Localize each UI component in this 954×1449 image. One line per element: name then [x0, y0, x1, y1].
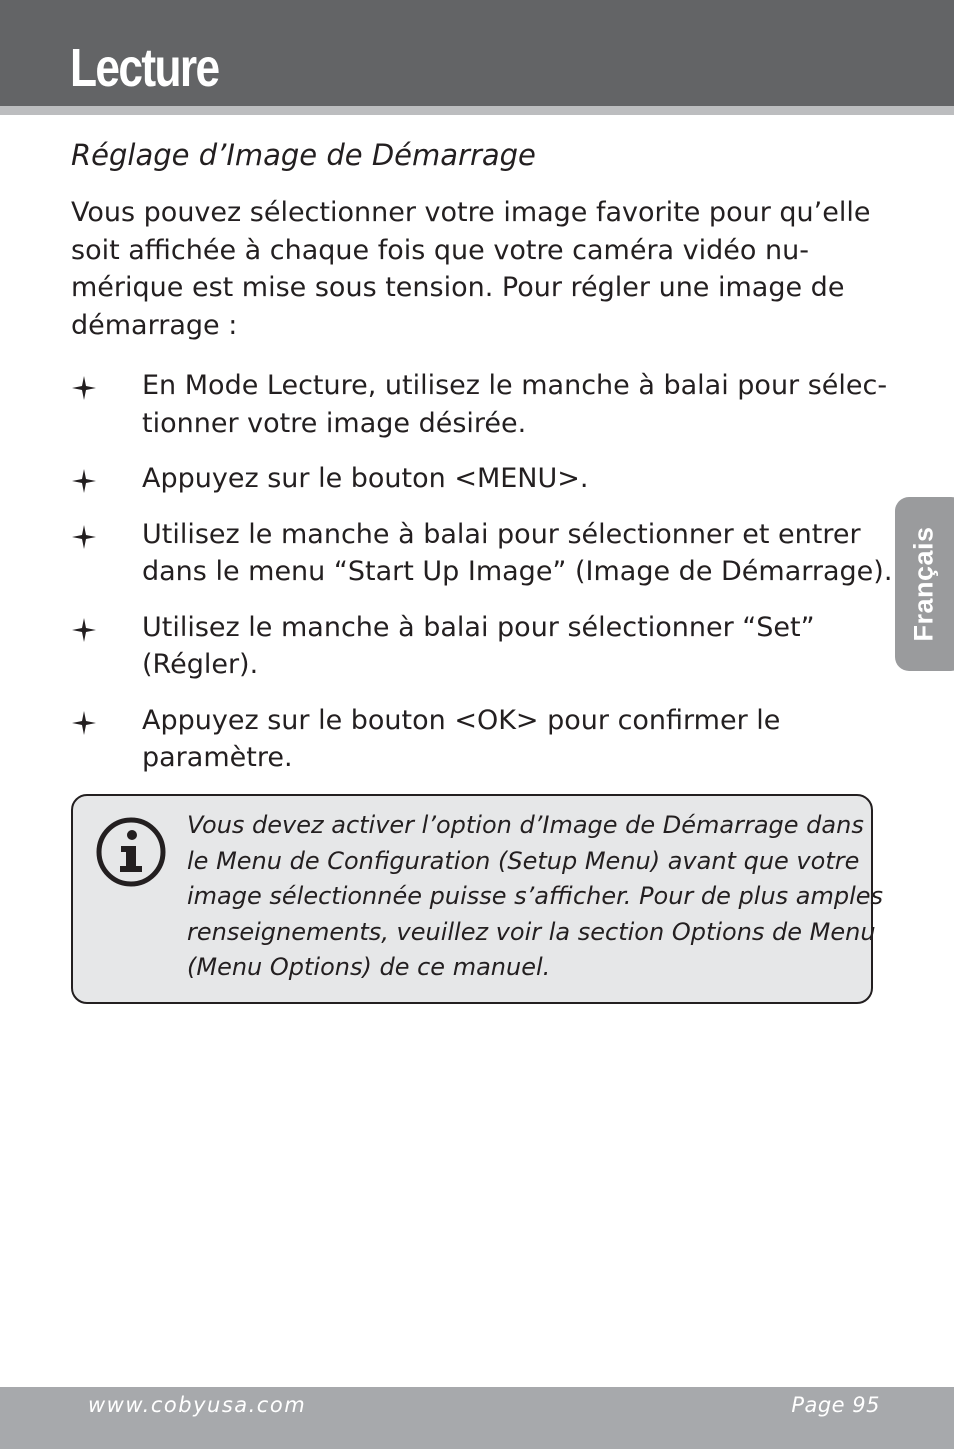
note-line: le Menu de Configuration (Setup Menu) avant que votre: [187, 846, 860, 875]
step-line: Utilisez le manche à balai pour sélectionner “Set”: [142, 611, 815, 643]
header-divider: [0, 106, 954, 115]
section-heading: Réglage d’Image de Démarrage: [71, 138, 536, 172]
step-line: dans le menu “Start Up Image” (Image de Démarrage).: [142, 556, 893, 587]
step-line: tionner votre image désirée.: [142, 407, 527, 439]
four-point-star-bullet-icon: [71, 524, 97, 550]
step-line: paramètre.: [142, 742, 293, 773]
intro-line: Vous pouvez sélectionner votre image favorite pour qu’elle: [71, 197, 871, 228]
step-item: [71, 702, 871, 777]
step-text: [142, 460, 871, 498]
info-icon: [95, 816, 167, 888]
intro-paragraph: [71, 194, 870, 344]
step-text: [142, 367, 888, 442]
footer-url: www.cobyusa.com: [88, 1393, 307, 1417]
four-point-star-bullet-icon: [71, 375, 97, 401]
step-item: [71, 609, 871, 684]
intro-line: soit affichée à chaque fois que votre caméra vidéo nu-: [71, 234, 809, 266]
page-title: Lecture: [70, 38, 219, 98]
step-line: Utilisez le manche à balai pour sélectionner et entrer: [142, 518, 861, 550]
step-text: [142, 702, 871, 777]
step-item: [71, 367, 888, 442]
intro-line: démarrage :: [71, 309, 238, 341]
steps-list: [71, 367, 893, 795]
note-line: image sélectionnée puisse s’afficher. Pour de plus amples: [187, 882, 884, 910]
step-line: En Mode Lecture, utilisez le manche à balai pour sélec-: [142, 370, 888, 401]
four-point-star-bullet-icon: [71, 468, 97, 494]
note-text: [187, 808, 884, 986]
step-line: (Régler).: [142, 649, 259, 680]
step-item: [71, 460, 871, 498]
four-point-star-bullet-icon: [71, 617, 97, 643]
four-point-star-bullet-icon: [71, 710, 97, 736]
note-line: Vous devez activer l’option d’Image de Démarrage dans: [187, 811, 864, 839]
step-line: Appuyez sur le bouton <MENU>.: [142, 463, 589, 494]
page-number: Page 95: [791, 1393, 880, 1417]
language-tab-label: Français: [908, 526, 939, 642]
note-line: (Menu Options) de ce manuel.: [187, 953, 551, 981]
intro-line: mérique est mise sous tension. Pour régler une image de: [71, 272, 845, 303]
step-text: [142, 609, 871, 684]
note-box: [71, 794, 884, 1004]
step-line: Appuyez sur le bouton <OK> pour confirmer le: [142, 704, 781, 736]
note-line: renseignements, veuillez voir la section Options de Menu: [187, 917, 876, 946]
step-text: [142, 516, 893, 591]
step-item: [71, 516, 893, 591]
